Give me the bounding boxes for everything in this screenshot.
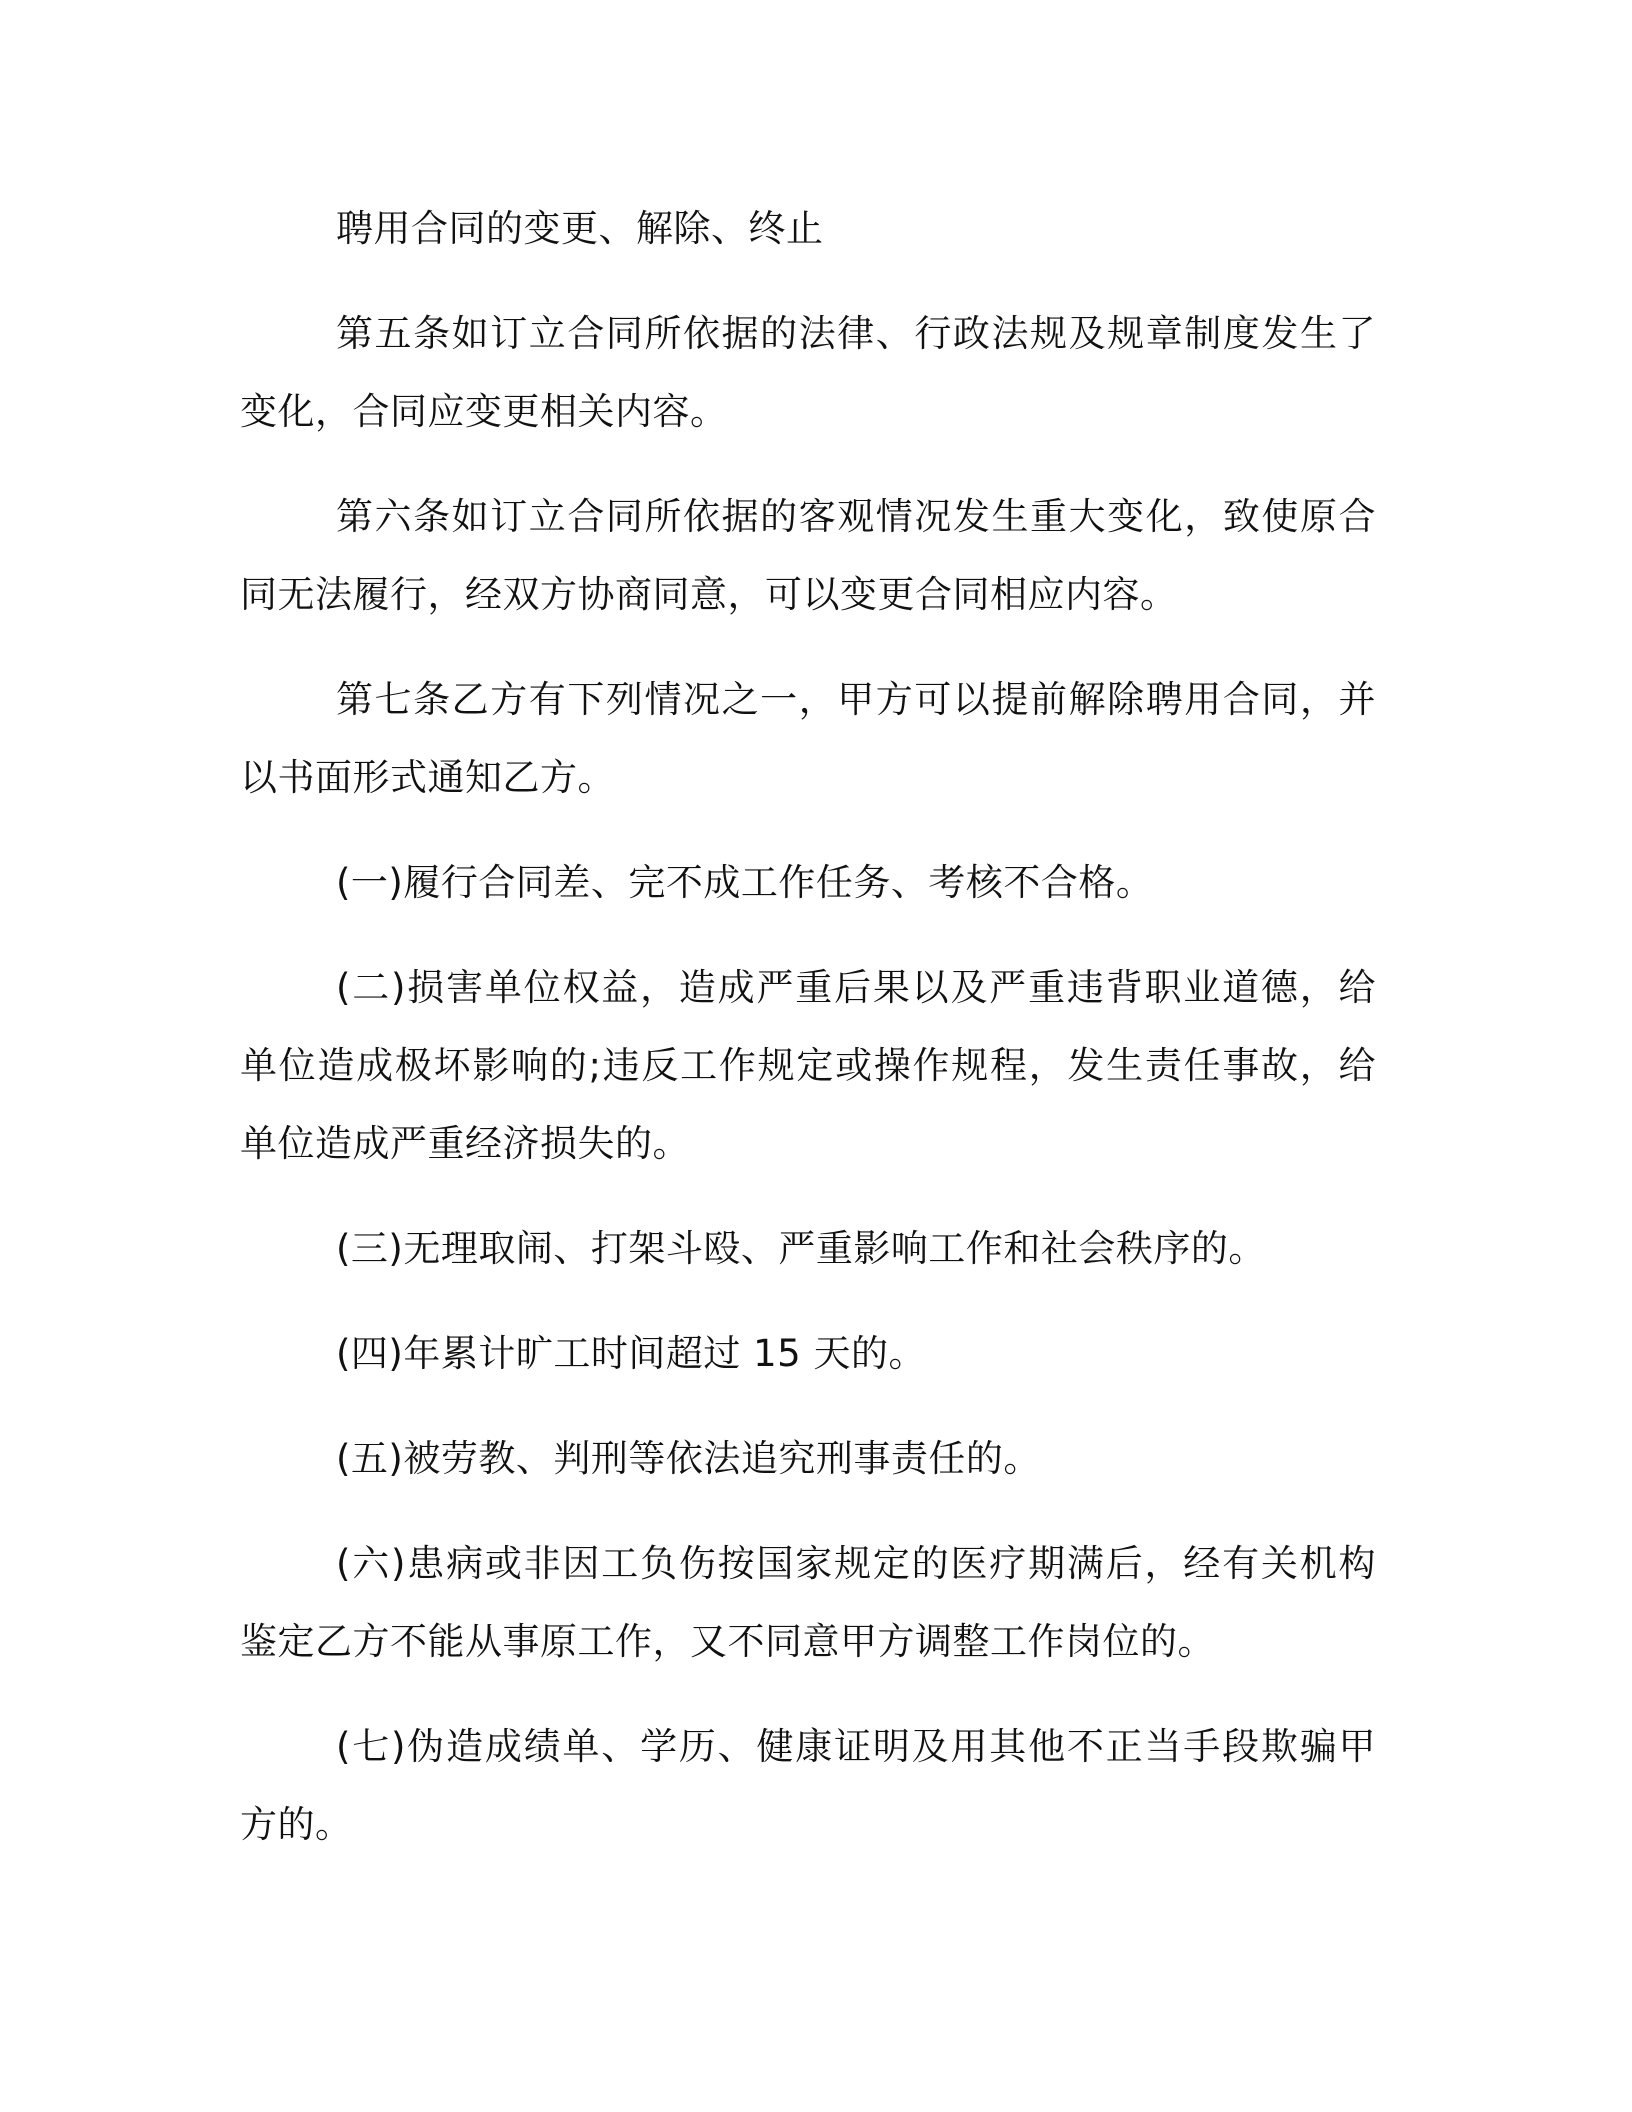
paragraph-item-7: (七)伪造成绩单、学历、健康证明及用其他不正当手段欺骗甲方的。 [240, 1725, 1376, 1846]
paragraph-article-5: 第五条如订立合同所依据的法律、行政法规及规章制度发生了变化，合同应变更相关内容。 [240, 312, 1376, 433]
paragraph-item-2: (二)损害单位权益，造成严重后果以及严重违背职业道德，给单位造成极坏影响的;违反工作规定或操作规程，发生责任事故，给单位造成严重经济损失的。 [240, 966, 1376, 1165]
paragraph-item-1: (一)履行合同差、完不成工作任务、考核不合格。 [336, 861, 1154, 904]
paragraph-item-5: (五)被劳教、判刑等依法追究刑事责任的。 [336, 1437, 1041, 1480]
paragraph-item-3: (三)无理取闹、打架斗殴、严重影响工作和社会秩序的。 [336, 1227, 1266, 1270]
paragraph-article-6: 第六条如订立合同所依据的客观情况发生重大变化，致使原合同无法履行，经双方协商同意，可以变更合同相应内容。 [240, 495, 1376, 616]
paragraph-item-4: (四)年累计旷工时间超过 15 天的。 [336, 1332, 926, 1375]
paragraph-item-6: (六)患病或非因工负伤按国家规定的医疗期满后，经有关机构鉴定乙方不能从事原工作，又不同意甲方调整工作岗位的。 [240, 1542, 1376, 1663]
document-body [240, 190, 1376, 1891]
section-heading: 聘用合同的变更、解除、终止 [336, 207, 824, 250]
paragraph-article-7: 第七条乙方有下列情况之一，甲方可以提前解除聘用合同，并以书面形式通知乙方。 [240, 678, 1376, 799]
